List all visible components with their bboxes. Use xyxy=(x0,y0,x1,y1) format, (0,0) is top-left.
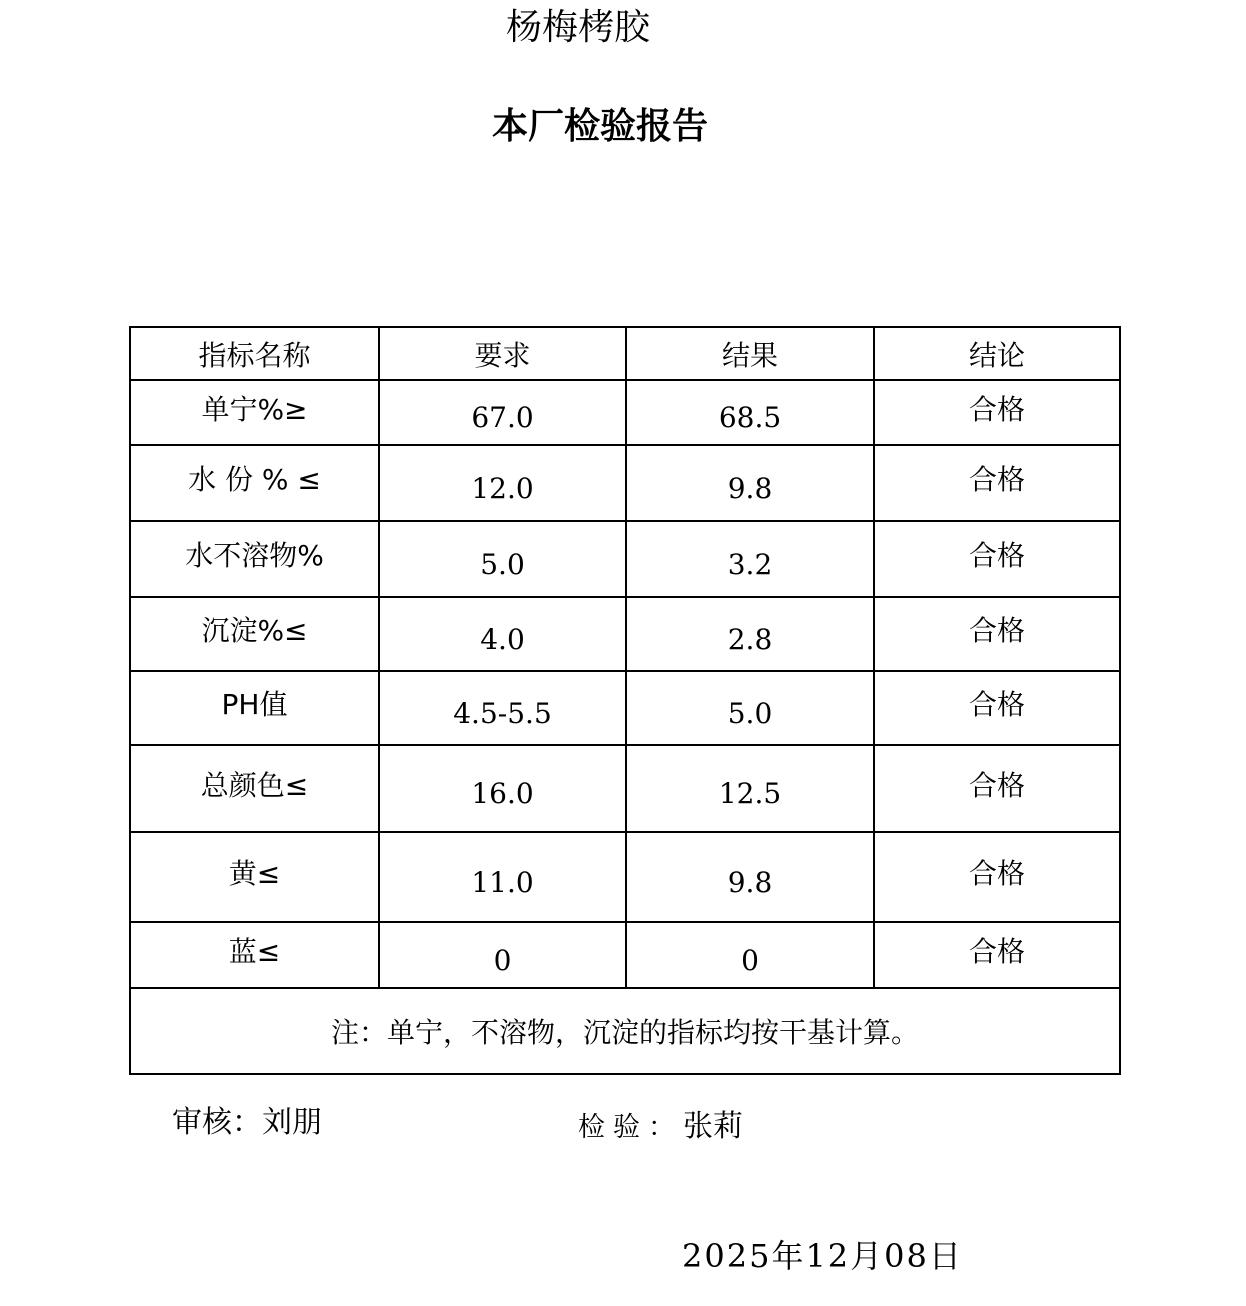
result-value: 3.2 xyxy=(626,521,874,597)
conclusion-value: 合格 xyxy=(874,380,1120,445)
product-name: 杨梅栲胶 xyxy=(505,7,650,48)
indicator-name: 沉淀%≤ xyxy=(130,597,379,671)
result-value: 2.8 xyxy=(626,597,874,671)
inspector-signature xyxy=(578,1108,743,1147)
indicator-name: 水不溶物% xyxy=(130,521,379,597)
indicator-name: PH值 xyxy=(130,671,379,745)
reviewer-name: 刘朋 xyxy=(262,1105,322,1140)
result-value: 0 xyxy=(626,922,874,988)
column-header-conclusion: 结论 xyxy=(874,327,1120,380)
conclusion-value: 合格 xyxy=(874,745,1120,832)
table-row xyxy=(130,832,1120,922)
reviewer-label: 审核： xyxy=(172,1105,262,1140)
conclusion-value: 合格 xyxy=(874,521,1120,597)
requirement-value: 0 xyxy=(379,922,626,988)
table-row xyxy=(130,671,1120,745)
column-header-indicator: 指标名称 xyxy=(130,327,379,380)
column-header-result: 结果 xyxy=(626,327,874,380)
conclusion-value: 合格 xyxy=(874,671,1120,745)
inspector-label: 检验： xyxy=(578,1112,683,1143)
result-value: 9.8 xyxy=(626,445,874,521)
inspector-name: 张莉 xyxy=(683,1109,743,1144)
result-value: 5.0 xyxy=(626,671,874,745)
indicator-name: 黄≤ xyxy=(130,832,379,922)
requirement-value: 67.0 xyxy=(379,380,626,445)
requirement-value: 12.0 xyxy=(379,445,626,521)
requirement-value: 4.5-5.5 xyxy=(379,671,626,745)
indicator-name: 总颜色≤ xyxy=(130,745,379,832)
column-header-requirement: 要求 xyxy=(379,327,626,380)
report-date: 2025年12月08日 xyxy=(682,1237,963,1275)
calculation-note: 注：单宁，不溶物，沉淀的指标均按干基计算。 xyxy=(130,988,1120,1074)
table-header-row xyxy=(130,327,1120,380)
table-row xyxy=(130,445,1120,521)
indicator-name: 蓝≤ xyxy=(130,922,379,988)
reviewer-signature xyxy=(172,1104,322,1142)
conclusion-value: 合格 xyxy=(874,922,1120,988)
conclusion-value: 合格 xyxy=(874,597,1120,671)
inspection-table xyxy=(129,326,1121,1075)
result-value: 68.5 xyxy=(626,380,874,445)
requirement-value: 11.0 xyxy=(379,832,626,922)
requirement-value: 5.0 xyxy=(379,521,626,597)
requirement-value: 16.0 xyxy=(379,745,626,832)
table-row xyxy=(130,521,1120,597)
conclusion-value: 合格 xyxy=(874,445,1120,521)
table-row xyxy=(130,597,1120,671)
table-row xyxy=(130,380,1120,445)
note-row xyxy=(130,988,1120,1074)
report-title: 本厂检验报告 xyxy=(491,106,708,147)
indicator-name: 水 份 % ≤ xyxy=(130,445,379,521)
table-row xyxy=(130,745,1120,832)
requirement-value: 4.0 xyxy=(379,597,626,671)
indicator-name: 单宁%≥ xyxy=(130,380,379,445)
result-value: 12.5 xyxy=(626,745,874,832)
result-value: 9.8 xyxy=(626,832,874,922)
conclusion-value: 合格 xyxy=(874,832,1120,922)
table-row xyxy=(130,922,1120,988)
